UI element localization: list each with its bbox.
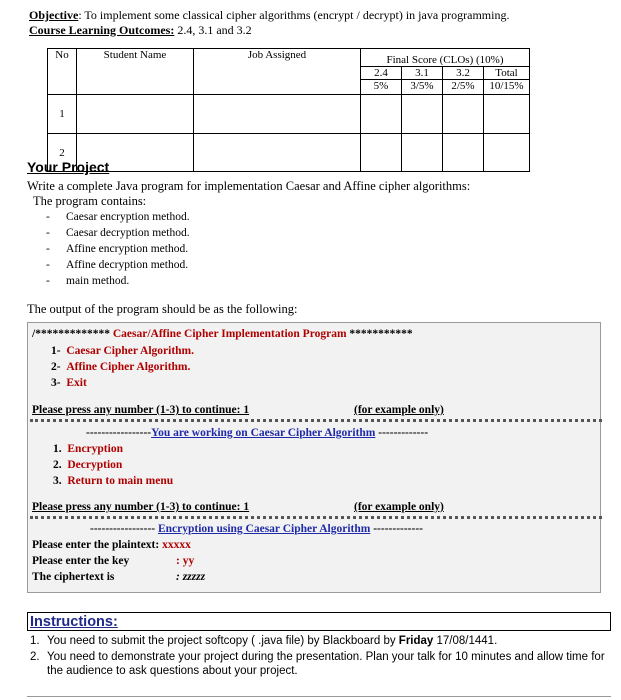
method-list [46,209,190,289]
sub-menu-item [53,443,123,455]
row-number: 2 [48,134,77,172]
key-value: : yy [176,555,195,567]
instruction-item [47,634,607,648]
clo-col-3: 3.2 [443,67,484,80]
banner-title: Caesar/Affine Cipher Implementation Program [109,328,350,340]
menu-number: 1. [53,443,62,455]
instruction-text-end: 17/08/1441. [433,635,498,647]
main-menu-item [51,345,194,357]
weight-col-1: 5% [361,80,402,95]
menu-text: Caesar Cipher Algorithm. [66,345,195,357]
dashes-left: ----------------- [90,523,158,535]
weight-col-total: 10/15% [484,80,530,95]
objective-line [29,8,509,23]
score-cell[interactable] [361,134,402,172]
instructions-title: Instructions: [30,614,118,630]
dashes-right: ------------- [375,427,429,439]
table-row [48,134,530,172]
score-cell[interactable] [361,95,402,134]
clo-text: 2.4, 3.1 and 3.2 [174,23,252,37]
clo-line [29,23,252,38]
student-name-cell[interactable] [77,95,194,134]
project-description: Write a complete Java program for implementation Caesar and Affine cipher algorithms: [27,179,471,193]
job-assigned-cell[interactable] [194,95,361,134]
menu-number: 3- [51,377,61,389]
menu-number: 2- [51,361,61,373]
header-student-name: Student Name [77,49,194,95]
prompt-note-2: (for example only) [354,501,444,513]
score-cell[interactable] [443,134,484,172]
menu-text: Encryption [67,443,123,455]
objective-text: : To implement some classical cipher algorithms (encrypt / decrypt) in java programming. [78,8,510,22]
working-text: You are working on Caesar Cipher Algorithm [151,427,376,439]
encryption-heading [90,523,423,535]
list-item: - Affine decryption method. [46,257,190,273]
objective-label: Objective [29,8,79,22]
score-cell[interactable] [402,134,443,172]
key-label: Please enter the key [32,555,130,567]
weight-col-2: 3/5% [402,80,443,95]
main-menu-item [51,361,190,373]
banner-stars-left: /************* [32,328,110,340]
score-cell[interactable] [484,95,530,134]
menu-text: Decryption [67,459,123,471]
plaintext-value: xxxxx [162,539,191,551]
list-item: - Caesar decryption method. [46,225,190,241]
banner-stars-right: *********** [349,328,413,340]
list-item: - Caesar encryption method. [46,209,190,225]
sub-menu-item [53,459,122,471]
dotted-divider [30,419,602,422]
dashes-right: ------------- [370,523,424,535]
bottom-rule [27,696,611,697]
prompt-line-1: Please press any number (1-3) to continue: 1 [32,404,250,416]
sub-menu-item [53,475,173,487]
instruction-bold: Friday [398,635,434,647]
menu-number: 3. [53,475,62,487]
menu-text: Return to main menu [67,475,174,487]
score-cell[interactable] [484,134,530,172]
working-heading [86,427,428,439]
console-sample-box [27,322,601,593]
output-intro: The output of the program should be as the following: [27,302,298,316]
console-banner [32,328,413,340]
clo-col-2: 3.1 [402,67,443,80]
prompt-note-1: (for example only) [354,404,444,416]
menu-text: Exit [66,377,87,389]
instruction-text: You need to submit the project softcopy ( .java file) by Blackboard by [47,635,399,647]
list-item: - Affine encryption method. [46,241,190,257]
header-job-assigned: Job Assigned [194,49,361,95]
job-assigned-cell[interactable] [194,134,361,172]
instruction-number: 1. [30,635,40,647]
header-final-score: Final Score (CLOs) (10%) [361,49,530,67]
instruction-number: 2. [30,651,40,663]
menu-number: 2. [53,459,62,471]
row-number: 1 [48,95,77,134]
header-no: No [48,49,77,95]
weight-col-3: 2/5% [443,80,484,95]
score-cell[interactable] [443,95,484,134]
clo-col-1: 2.4 [361,67,402,80]
list-item: - main method. [46,273,190,289]
dotted-divider [30,516,602,519]
menu-number: 1- [51,345,61,357]
ciphertext-label: The ciphertext is [32,571,115,583]
encryption-text: Encryption using Caesar Cipher Algorithm [157,523,371,535]
clo-label: Course Learning Outcomes: [29,23,175,37]
plaintext-label: Please enter the plaintext: [32,539,163,551]
menu-text: Affine Cipher Algorithm. [66,361,191,373]
plaintext-line [32,539,191,551]
score-table [47,48,530,172]
prompt-line-2: Please press any number (1-3) to continue: 1 [32,501,250,513]
ciphertext-value: : zzzzz [176,571,206,583]
dashes-left: ----------------- [86,427,152,439]
clo-col-total: Total [484,67,530,80]
program-contains-label: The program contains: [33,194,147,208]
main-menu-item [51,377,87,389]
score-cell[interactable] [402,95,443,134]
table-row [48,95,530,134]
project-title: Your Project [27,159,110,175]
instruction-item: You need to demonstrate your project during the presentation. Plan your talk for 10 minutes and allow time for the audience to ask questions about your project. [47,651,605,677]
